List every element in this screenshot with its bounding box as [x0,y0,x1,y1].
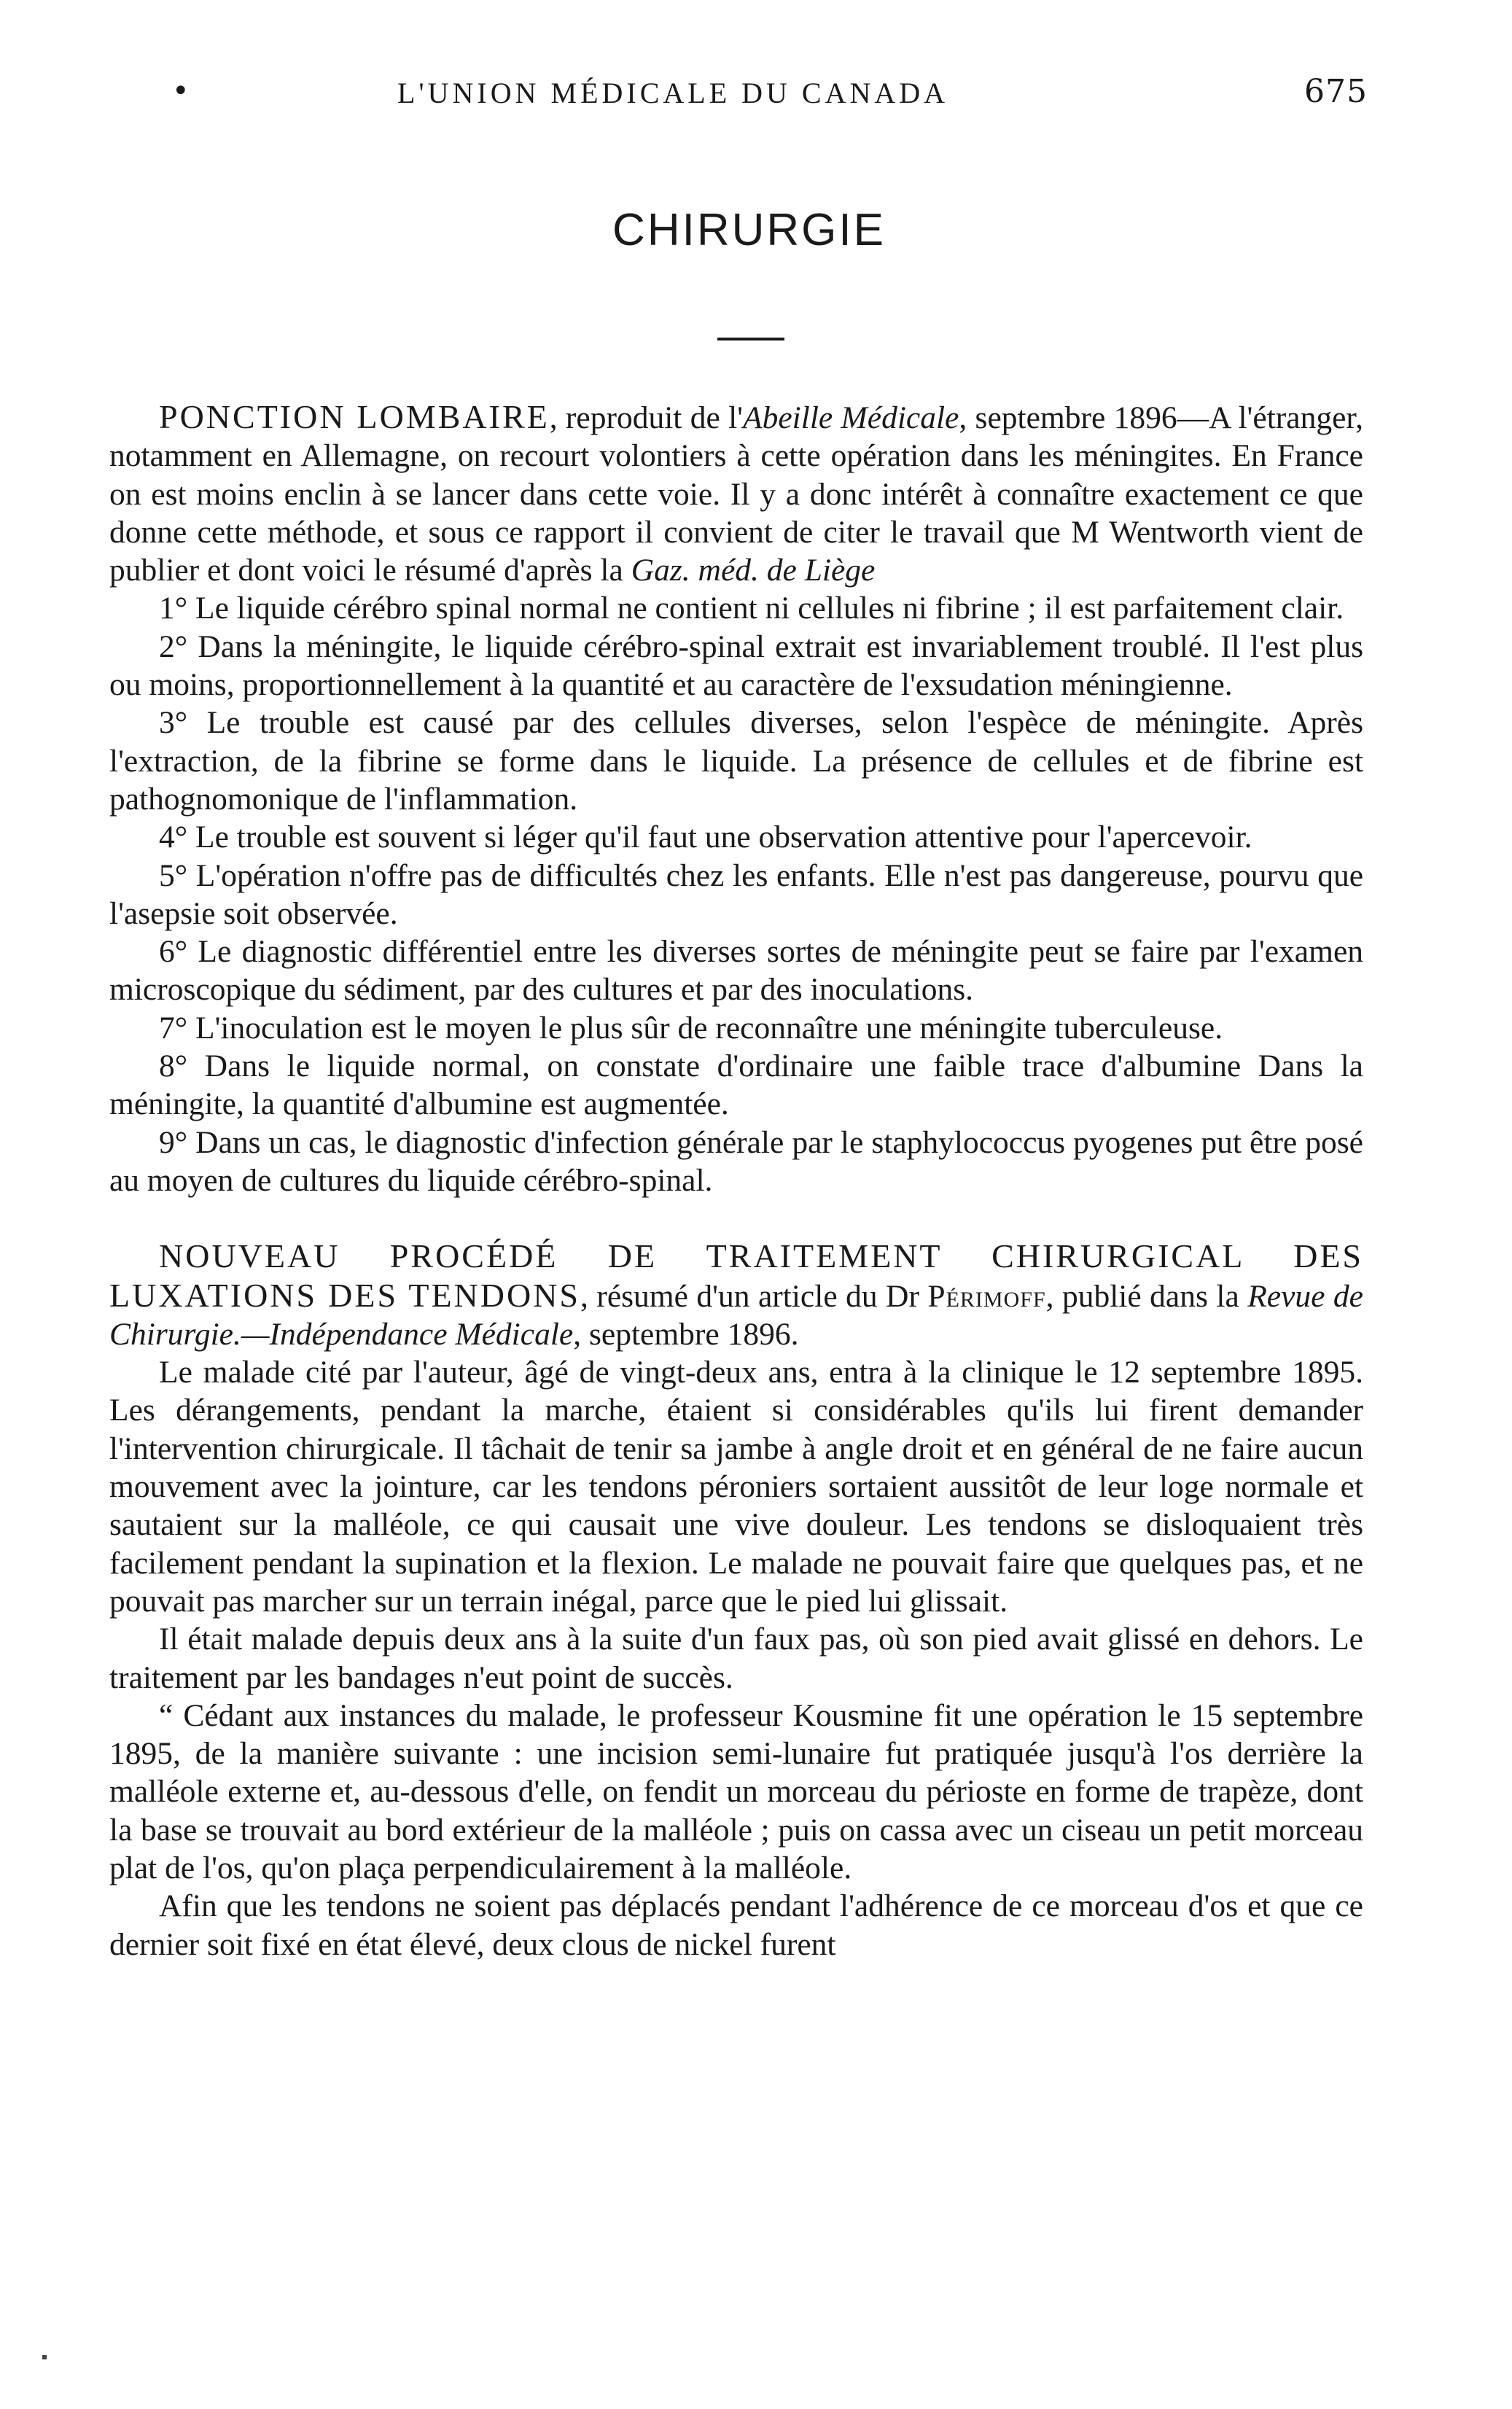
journal-page [109,73,1368,1964]
article-2-source: Revue de Chirurgie.—Indépendance Médicale [109,1278,1363,1352]
article-1-intro-b: , septembre 1896—A l'étranger, notamment en Allemagne, on recourt volontiers à cette opération dans les méningites. En France on est moins enclin à se lancer dans cette voie. Il y a donc intérêt à connaître exactement ce que donne cette méthode, et sous ce rapport il convient de citer le travail que M Wentworth vient de publier et dont voici le résumé d'après la [109,400,1364,588]
article-1-point-9: 9° Dans un cas, le diagnostic d'infection générale par le staphylococcus pyogenes put être posé au moyen de cultures du liquide cérébro-spinal. [109,1124,1363,1198]
article-1-intro-a: , reproduit de l' [549,400,744,435]
journal-title: L'UNION MÉDICALE DU CANADA [397,77,949,109]
running-head [109,73,1368,124]
article-2-intro [109,1237,1363,1353]
article-2-paragraph-2: Il était malade depuis deux ans à la suite d'un faux pas, où son pied avait glissé en dehors. Le traitement par les bandages n'eut point de succès. [109,1622,1363,1695]
section-rule [717,338,784,340]
article-1-intro [109,398,1363,589]
article-1-point-7: 7° L'inoculation est le moyen le plus sûr de reconnaître une méningite tuberculeuse. [159,1010,1223,1046]
article-1-title: PONCTION LOMBAIRE [159,398,550,435]
page-number: 675 [1304,73,1368,110]
article-2-paragraph-4: Afin que les tendons ne soient pas déplacés pendant l'adhérence de ce morceau d'os et que ce dernier soit fixé en état élevé, deux clous de nickel furent [109,1888,1363,1962]
page-speck [42,2355,47,2359]
article-1-point-1: 1° Le liquide cérébro spinal normal ne contient ni cellules ni fibrine ; il est parfaitement clair. [159,591,1344,626]
article-2-intro-b: , publié dans la [1045,1278,1248,1314]
article-2-paragraph-3: “ Cédant aux instances du malade, le professeur Kousmine fit une opération le 15 septembre 1895, de la manière suivante : une incision semi-lunaire fut pratiquée jusqu'à l'os derrière la malléole externe et, au-dessous d'elle, on fendit un morceau du périoste en forme de trapèze, dont la base se trouvait au bord extérieur de la malléole ; puis on cassa avec un ciseau un petit morceau plat de l'os, qu'on plaça perpendiculairement à la malléole. [109,1697,1363,1885]
article-1-point-2: 2° Dans la méningite, le liquide cérébro-spinal extrait est invariablement troublé. Il l'est plus ou moins, proportionnellement à la quantité et au caractère de l'exsudation méningienne. [109,628,1363,703]
article-2-title: NOUVEAU PROCÉDÉ DE TRAITEMENT CHIRURGICAL DES LUXATIONS DES TENDONS [109,1237,1363,1314]
article-1-point-3: 3° Le trouble est causé par des cellules diverses, selon l'espèce de méningite. Après l'extraction, de la fibrine se forme dans le liquide. La présence de cellules et de fibrine est pathognomonique de l'inflammation. [109,705,1363,817]
article-2-intro-a: , résumé d'un article du Dr [580,1278,928,1314]
article-2-paragraph-1: Le malade cité par l'auteur, âgé de vingt-deux ans, entra à la clinique le 12 septembre 1895. Les dérangements, pendant la marche, étaient si considérables qu'ils lui firent demander l'intervention chirurgicale. Il tâchait de tenir sa jambe à angle droit et en général de ne faire aucun mouvement avec la jointure, car les tendons péroniers sortaient aussitôt de leur loge normale et sautaient sur la malléole, ce qui causait une vive douleur. Les tendons se disloquaient très facilement pendant la supination et la flexion. Le malade ne pouvait faire que quelques pas, et ne pouvait pas marcher sur un terrain inégal, parce que le pied lui glissait. [109,1355,1363,1619]
header-marker: • [172,74,192,108]
article-2-author: Périmoff [927,1278,1046,1314]
article-1-point-6: 6° Le diagnostic différentiel entre les diverses sortes de méningite peut se faire par l'examen microscopique du sédiment, par des cultures et par des inoculations. [109,934,1363,1008]
article-1-source-journal: Abeille Médicale [743,400,959,435]
article-1-point-4: 4° Le trouble est souvent si léger qu'il faut une observation attentive pour l'apercevoir. [159,820,1252,855]
article-1-point-8: 8° Dans le liquide normal, on constate d'ordinaire une faible trace d'albumine Dans la méningite, la quantité d'albumine est augmentée. [109,1048,1363,1122]
article-1-gazette: Gaz. méd. de Liège [631,553,876,588]
article-1-point-5: 5° L'opération n'offre pas de difficultés chez les enfants. Elle n'est pas dangereuse, pourvu que l'asepsie soit observée. [109,857,1363,931]
article-2-intro-c: , septembre 1896. [573,1316,799,1352]
section-title: CHIRURGIE [612,205,886,255]
